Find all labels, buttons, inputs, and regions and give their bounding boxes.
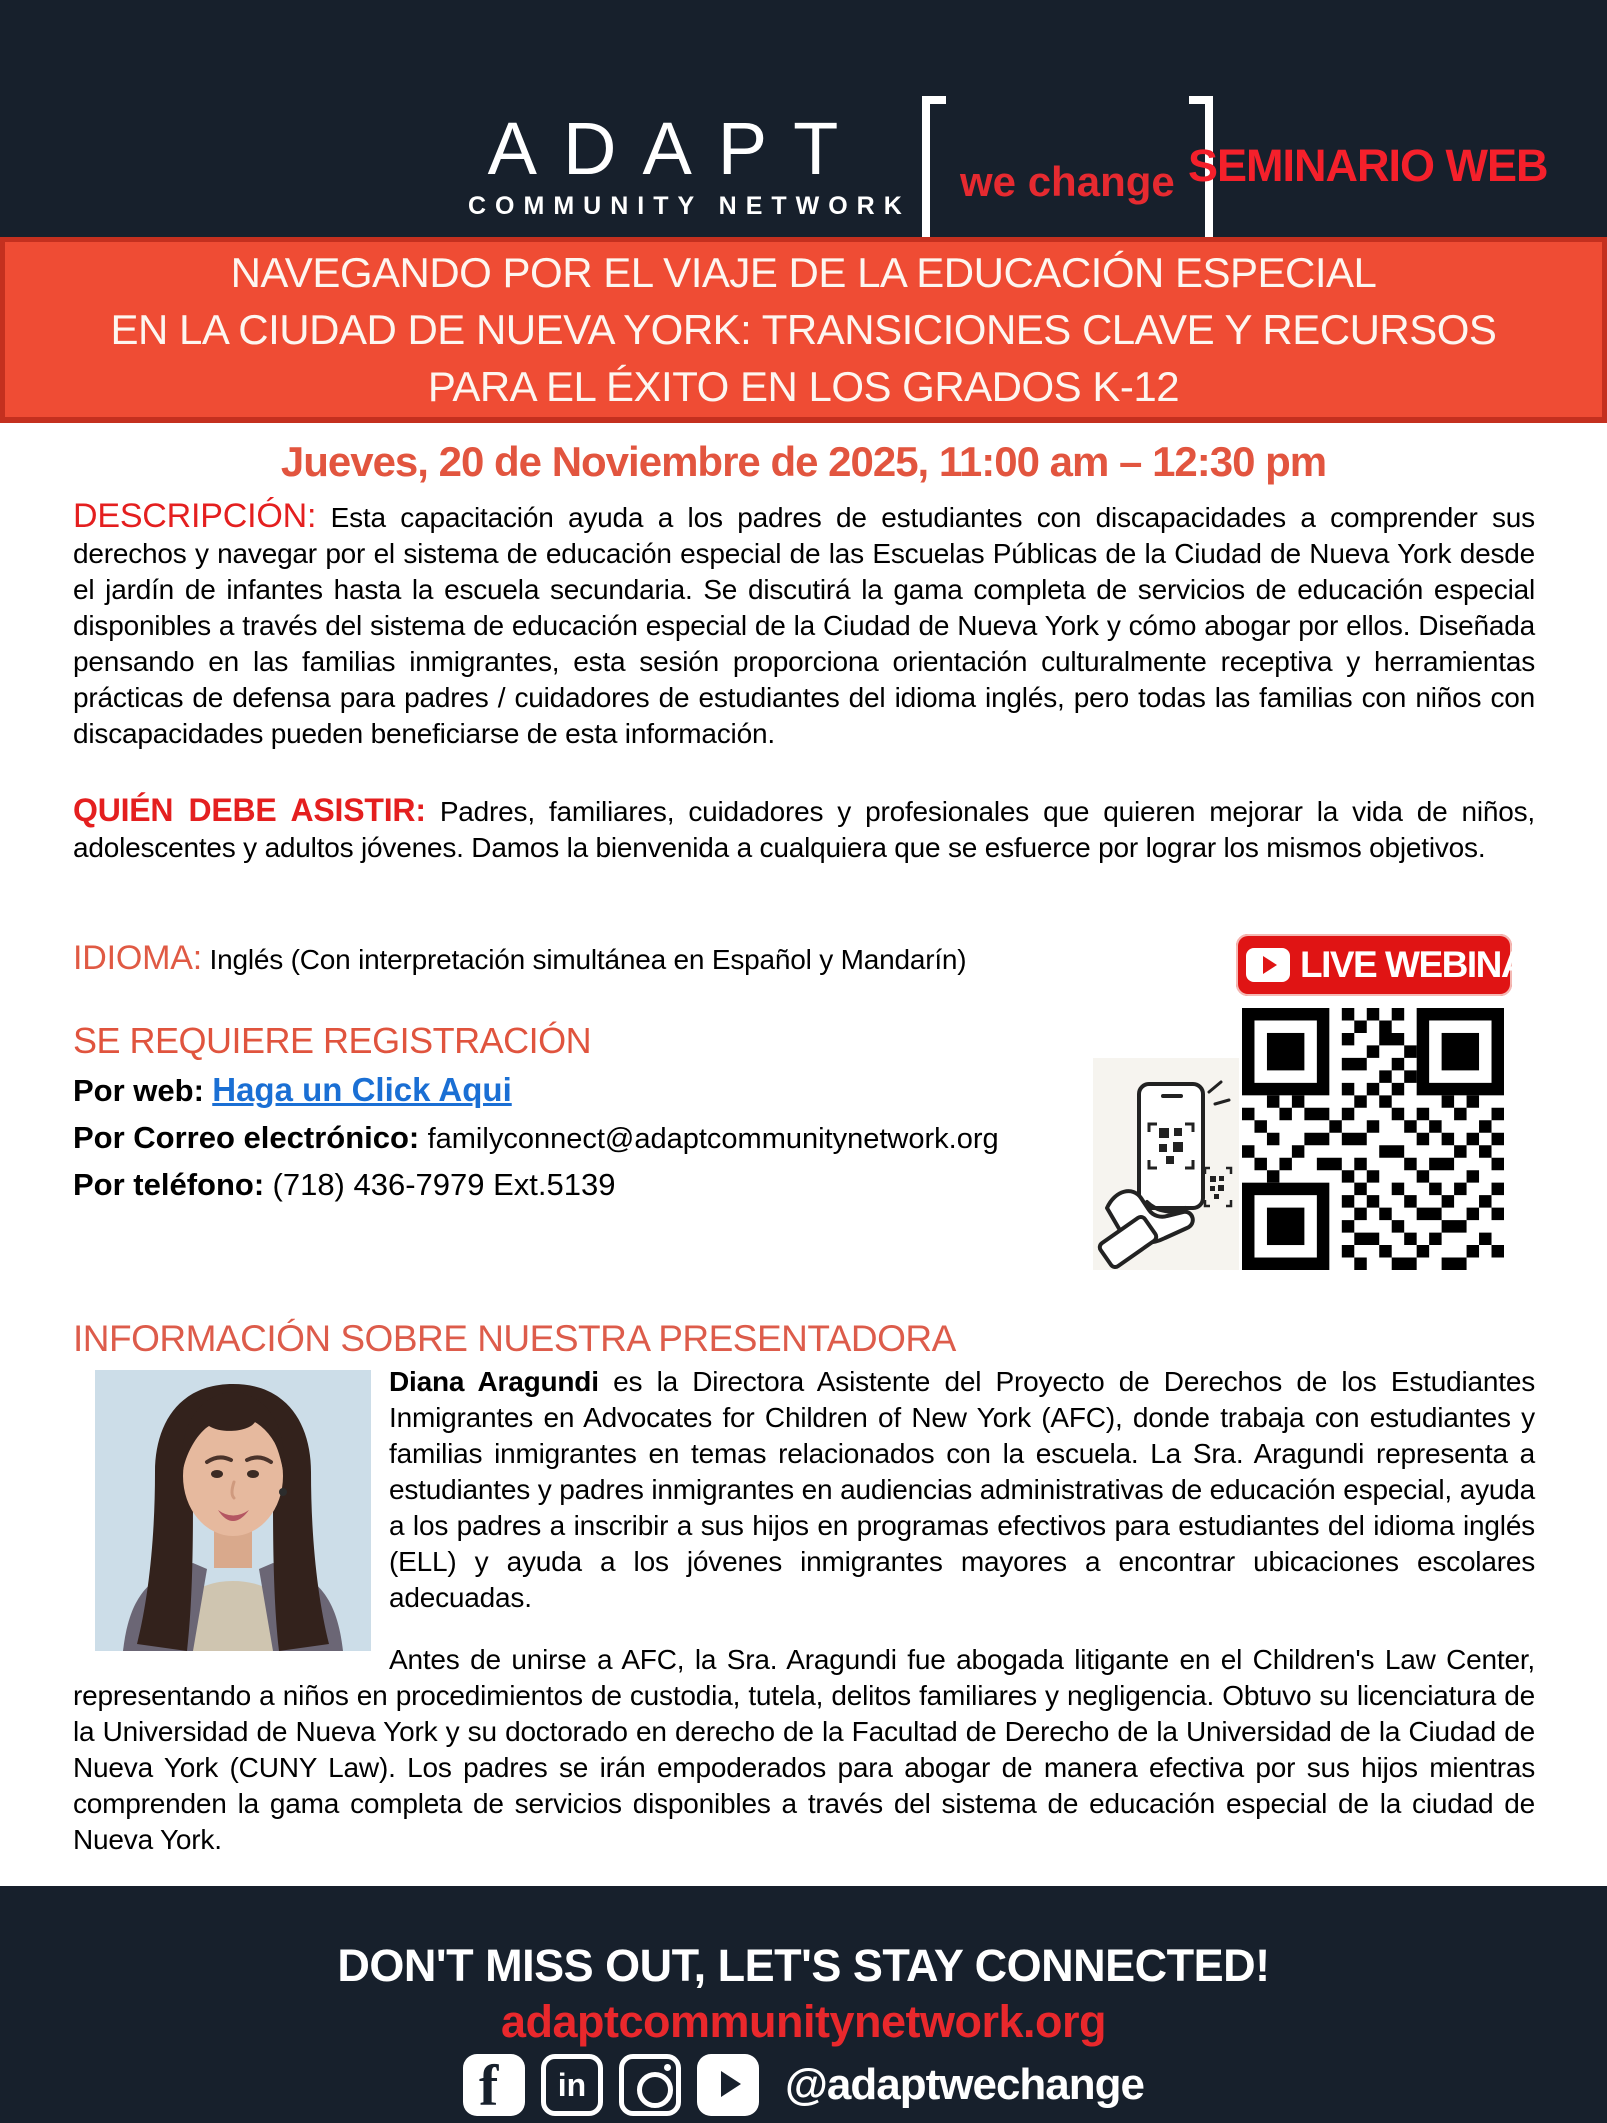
footer-headline: DON'T MISS OUT, LET'S STAY CONNECTED! xyxy=(337,1940,1270,1991)
left-bracket-icon xyxy=(922,96,946,248)
language-text: Inglés (Con interpretación simultánea en Español y Mandarín) xyxy=(209,944,967,975)
description-text: Esta capacitación ayuda a los padres de estudiantes con discapacidades a comprender sus derechos y navegar por el sistema de educación especial de las Escuelas Públicas de la Ciudad de Nueva York desde el jardín de infantes hasta la escuela secundaria. Se discutirá la gama completa de servicios de educación especial disponibles a través del sistema de educación especial de la Ciudad de Nueva York y cómo abogar por ellos. Diseñada pensando en las familias inmigrantes, esta sesión proporciona orientación culturalmente receptiva y herramientas prácticas de defensa para padres / cuidadores de estudiantes del idioma inglés, pero todas las familias con niños con discapacidades pueden beneficiarse de esta información. xyxy=(73,502,1535,749)
phone-label: Por teléfono: xyxy=(73,1167,265,1202)
live-webinar-badge xyxy=(1236,934,1552,996)
social-handle: @adaptwechange xyxy=(785,2060,1144,2109)
live-webinar-label: LIVE WEBINAR xyxy=(1300,944,1552,985)
registration-link[interactable]: Haga un Click Aqui xyxy=(212,1071,512,1108)
event-type-badge: SEMINARIO WEB xyxy=(1188,140,1548,191)
title-line-2: EN LA CIUDAD DE NUEVA YORK: TRANSICIONES CLAVE Y RECURSOS xyxy=(110,306,1497,353)
header-bar xyxy=(0,0,1607,237)
tagline-text: we change xyxy=(960,158,1175,205)
section-description xyxy=(73,498,1535,752)
section-audience xyxy=(73,792,1535,866)
logo-subtitle: COMMUNITY NETWORK xyxy=(468,192,911,220)
youtube-icon[interactable] xyxy=(697,2054,759,2116)
language-paragraph xyxy=(73,940,1073,978)
section-registration xyxy=(73,1020,1083,1204)
qr-scan-phone-icon xyxy=(1093,1058,1239,1270)
instagram-icon[interactable] xyxy=(619,2054,681,2116)
audience-label: QUIÉN DEBE ASISTIR: xyxy=(73,792,426,828)
registration-heading: SE REQUIERE REGISTRACIÓN xyxy=(73,1020,592,1061)
logo-wordmark: ADAPT xyxy=(487,107,865,190)
registration-email-row xyxy=(73,1120,1083,1157)
title-line-1: NAVEGANDO POR EL VIAJE DE LA EDUCACIÓN ESPECIAL xyxy=(230,249,1377,296)
email-label: Por Correo electrónico: xyxy=(73,1120,420,1155)
audience-paragraph xyxy=(73,792,1535,866)
we-change-tagline xyxy=(922,96,1213,248)
footer-social-row xyxy=(0,2054,1607,2116)
presenter-bio-1-text: es la Directora Asistente del Proyecto de Derechos de los Estudiantes Inmigrantes en Advocates for Children of New York (AFC), donde trabaja con estudiantes y familias inmigrantes en temas relacionados con la escuela. La Sra. Aragundi representa a estudiantes y padres inmigrantes en audiencias administrativas de educación especial, ayuda a los padres a inscribir a sus hijos en programas efectivos para estudiantes del idioma inglés (ELL) y ayuda a los jóvenes inmigrantes mayores a encontrar ubicaciones escolares adecuadas. xyxy=(389,1366,1535,1613)
presenter-name: Diana Aragundi xyxy=(389,1366,599,1397)
qr-code xyxy=(1240,1008,1506,1270)
footer-bar xyxy=(0,1886,1607,2123)
play-icon xyxy=(1246,948,1290,982)
presenter-heading: INFORMACIÓN SOBRE NUESTRA PRESENTADORA xyxy=(73,1318,956,1359)
audience-text: Padres, familiares, cuidadores y profesionales que quieren mejorar la vida de niños, adolescentes y adultos jóvenes. Damos la bienvenida a cualquiera que se esfuerce por lograr los mismos objetivos. xyxy=(73,796,1535,863)
presenter-photo xyxy=(95,1370,371,1651)
email-value: familyconnect@adaptcommunitynetwork.org xyxy=(427,1123,999,1155)
linkedin-icon[interactable] xyxy=(541,2054,603,2116)
adapt-logo xyxy=(468,107,911,221)
title-banner xyxy=(0,237,1607,423)
registration-web-row xyxy=(73,1072,1083,1110)
description-paragraph xyxy=(73,498,1535,752)
description-label: DESCRIPCIÓN: xyxy=(73,497,317,535)
language-label: IDIOMA: xyxy=(73,939,202,977)
presenter-bio-paragraph-2: Antes de unirse a AFC, la Sra. Aragundi fue abogada litigante en el Children's Law Center, representando a niños en procedimientos de custodia, tutela, delitos familiares y negligencia. Obtuvo su licenciatura de la Universidad de Nueva York y su doctorado en derecho de la Facultad de Derecho de la Universidad de la Ciudad de Nueva York (CUNY Law). Los padres se irán empoderados para abogar de manera efectiva por sus hijos mientras comprenden la gama completa de servicios disponibles a través del sistema de educación especial de la ciudad de Nueva York. xyxy=(73,1644,1535,1855)
footer-website-link[interactable]: adaptcommunitynetwork.org xyxy=(500,1996,1107,2047)
registration-phone-row xyxy=(73,1167,1083,1204)
facebook-icon[interactable] xyxy=(463,2054,525,2116)
section-presenter xyxy=(73,1364,1535,1858)
web-label: Por web: xyxy=(73,1073,204,1108)
phone-value: (718) 436-7979 Ext.5139 xyxy=(272,1167,616,1202)
title-line-3: PARA EL ÉXITO EN LOS GRADOS K-12 xyxy=(427,363,1180,410)
section-language xyxy=(73,940,1073,978)
event-datetime: Jueves, 20 de Noviembre de 2025, 11:00 am – 12:30 pm xyxy=(280,438,1327,485)
